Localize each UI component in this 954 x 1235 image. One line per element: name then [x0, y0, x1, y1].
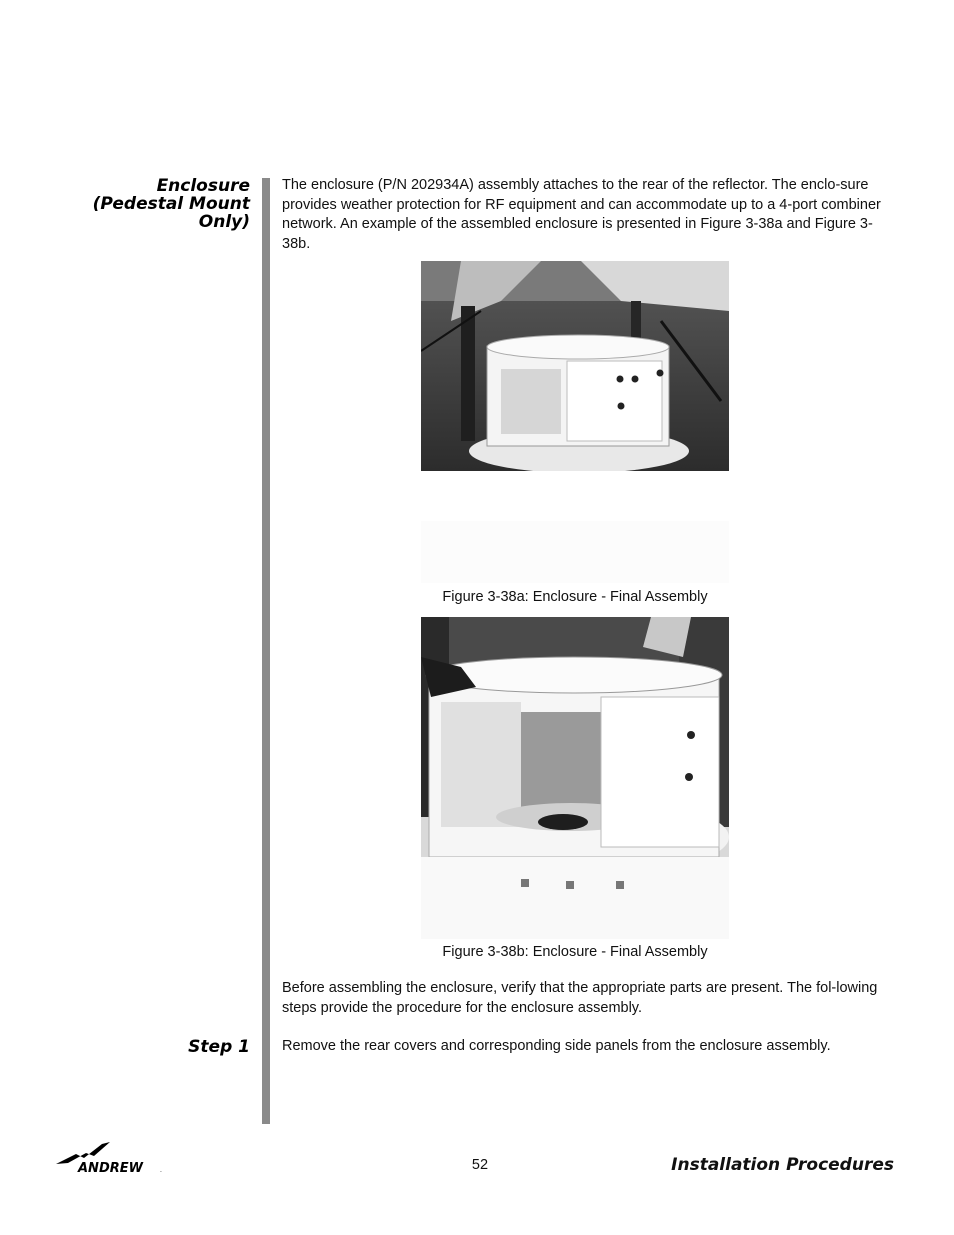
figure-3-38b-photo — [421, 617, 729, 939]
figure-3-38a-photo — [421, 261, 729, 583]
vertical-rule — [262, 178, 270, 1124]
footer-section-title: Installation Procedures — [671, 1155, 894, 1175]
intro-paragraph: The enclosure (P/N 202934A) assembly attaches to the rear of the reflector. The enclo-sure provides weather protection for RF equipment and can accommodate up to a 4-port combiner network. An example of the assembled enclosure is presented in Figure 3-38a and Figure 3-38b. — [282, 177, 881, 252]
page-number: 52 — [471, 1157, 489, 1173]
step-1-heading: Step 1 — [188, 1037, 250, 1057]
section-heading-enclosure: Enclosure (Pedestal Mount Only) — [92, 176, 250, 232]
step-1-text: Remove the rear covers and corresponding side panels from the enclosure assembly. — [282, 1038, 831, 1054]
figure-3-38b-caption: Figure 3-38b: Enclosure - Final Assembly — [442, 944, 708, 960]
before-assembling-paragraph: Before assembling the enclosure, verify that the appropriate parts are present. The fol-lowing steps provide the procedure for the enclosure assembly. — [282, 980, 878, 1016]
svg-text:ANDREW: ANDREW — [78, 1161, 143, 1176]
svg-text:.: . — [160, 1167, 162, 1174]
figure-3-38a-caption: Figure 3-38a: Enclosure - Final Assembly — [442, 589, 708, 605]
andrew-logo — [56, 1140, 174, 1176]
